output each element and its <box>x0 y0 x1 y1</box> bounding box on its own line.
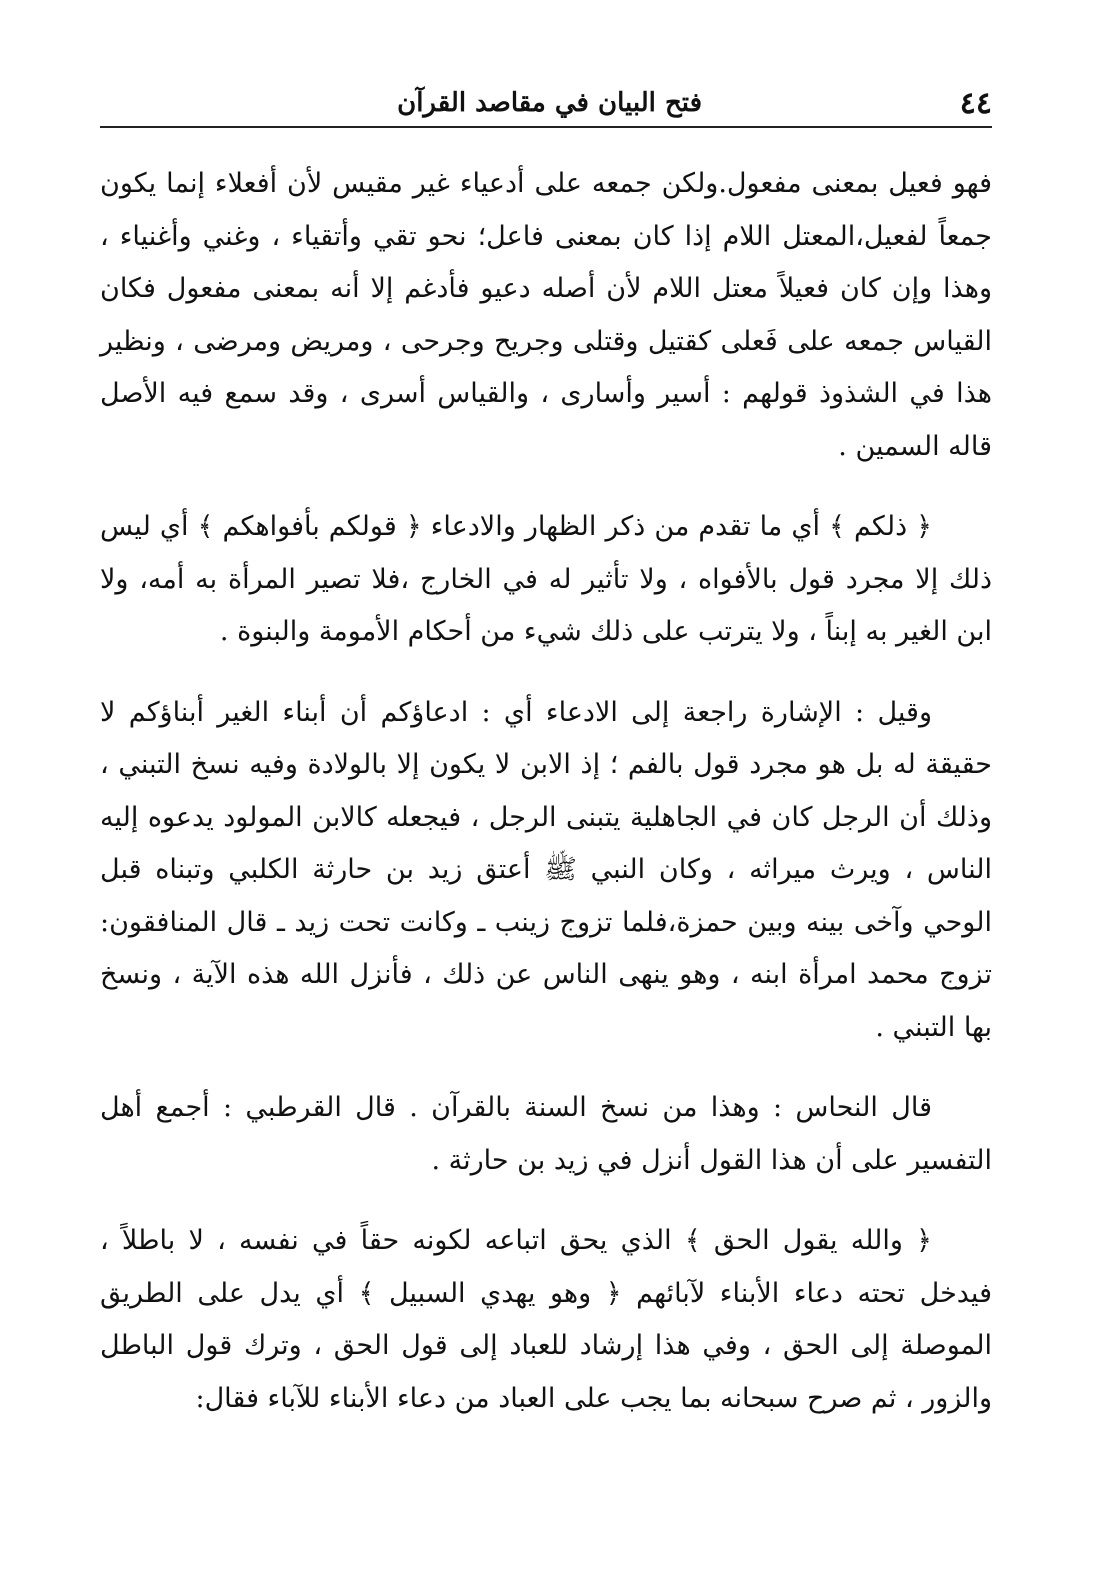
paragraph: ﴿ ذلكم ﴾ أي ما تقدم من ذكر الظهار والادعاء ﴿ قولكم بأفواهكم ﴾ أي ليس ذلك إلا مجرد قول بالأفواه ، ولا تأثير له في الخارج ،فلا تصير المرأة به أمه، ولا ابن الغير به إبناً ، ولا يترتب على ذلك شيء من أحكام الأمومة والبنوة . <box>100 511 992 647</box>
paragraph: فهو فعيل بمعنى مفعول.ولكن جمعه على أدعياء غير مقيس لأن أفعلاء إنما يكون جمعاً لفعيل،المعتل اللام إذا كان بمعنى فاعل؛ نحو تقي وأتقياء ، وغني وأغنياء ، وهذا وإن كان فعيلاً معتل اللام لأن أصله دعيو فأدغم إلا أنه بمعنى مفعول فكان القياس جمعه على فَعلى كقتيل وقتلى وجريح وجرحى ، ومريض ومرضى ، ونظير هذا في الشذوذ قولهم : أسير وأسارى ، والقياس أسرى ، وقد سمع فيه الأصل قاله السمين . <box>100 168 992 462</box>
paragraph: قال النحاس : وهذا من نسخ السنة بالقرآن . قال القرطبي : أجمع أهل التفسير على أن هذا القول أنزل في زيد بن حارثة . <box>100 1092 992 1176</box>
running-title: فتح البيان في مقاصد القرآن <box>397 88 702 118</box>
paragraph: ﴿ والله يقول الحق ﴾ الذي يحق اتباعه لكونه حقاً في نفسه ، لا باطلاً ، فيدخل تحته دعاء الأبناء لآبائهم ﴿ وهو يهدي السبيل ﴾ أي يدل على الطريق الموصلة إلى الحق ، وفي هذا إرشاد للعباد إلى قول الحق ، وترك قول الباطل والزور ، ثم صرح سبحانه بما يجب على العباد من دعاء الأبناء للآباء فقال: <box>100 1225 992 1414</box>
page-number: ٤٤ <box>959 86 992 121</box>
paragraph: وقيل : الإشارة راجعة إلى الادعاء أي : ادعاؤكم أن أبناء الغير أبناؤكم لا حقيقة له بل هو مجرد قول بالفم ؛ إذ الابن لا يكون إلا بالولادة وفيه نسخ التبني ، وذلك أن الرجل كان في الجاهلية يتبنى الرجل ، فيجعله كالابن المولود يدعوه إليه الناس ، ويرث ميراثه ، وكان النبي ﷺ أعتق زيد بن حارثة الكلبي وتبناه قبل الوحي وآخى بينه وبين حمزة،فلما تزوج زينب ـ وكانت تحت زيد ـ قال المنافقون: تزوج محمد امرأة ابنه ، وهو ينهى الناس عن ذلك ، فأنزل الله هذه الآية ، ونسخ بها التبني . <box>100 696 992 1043</box>
body-text <box>100 158 992 1453</box>
page-header <box>100 86 992 126</box>
header-rule <box>100 126 992 128</box>
